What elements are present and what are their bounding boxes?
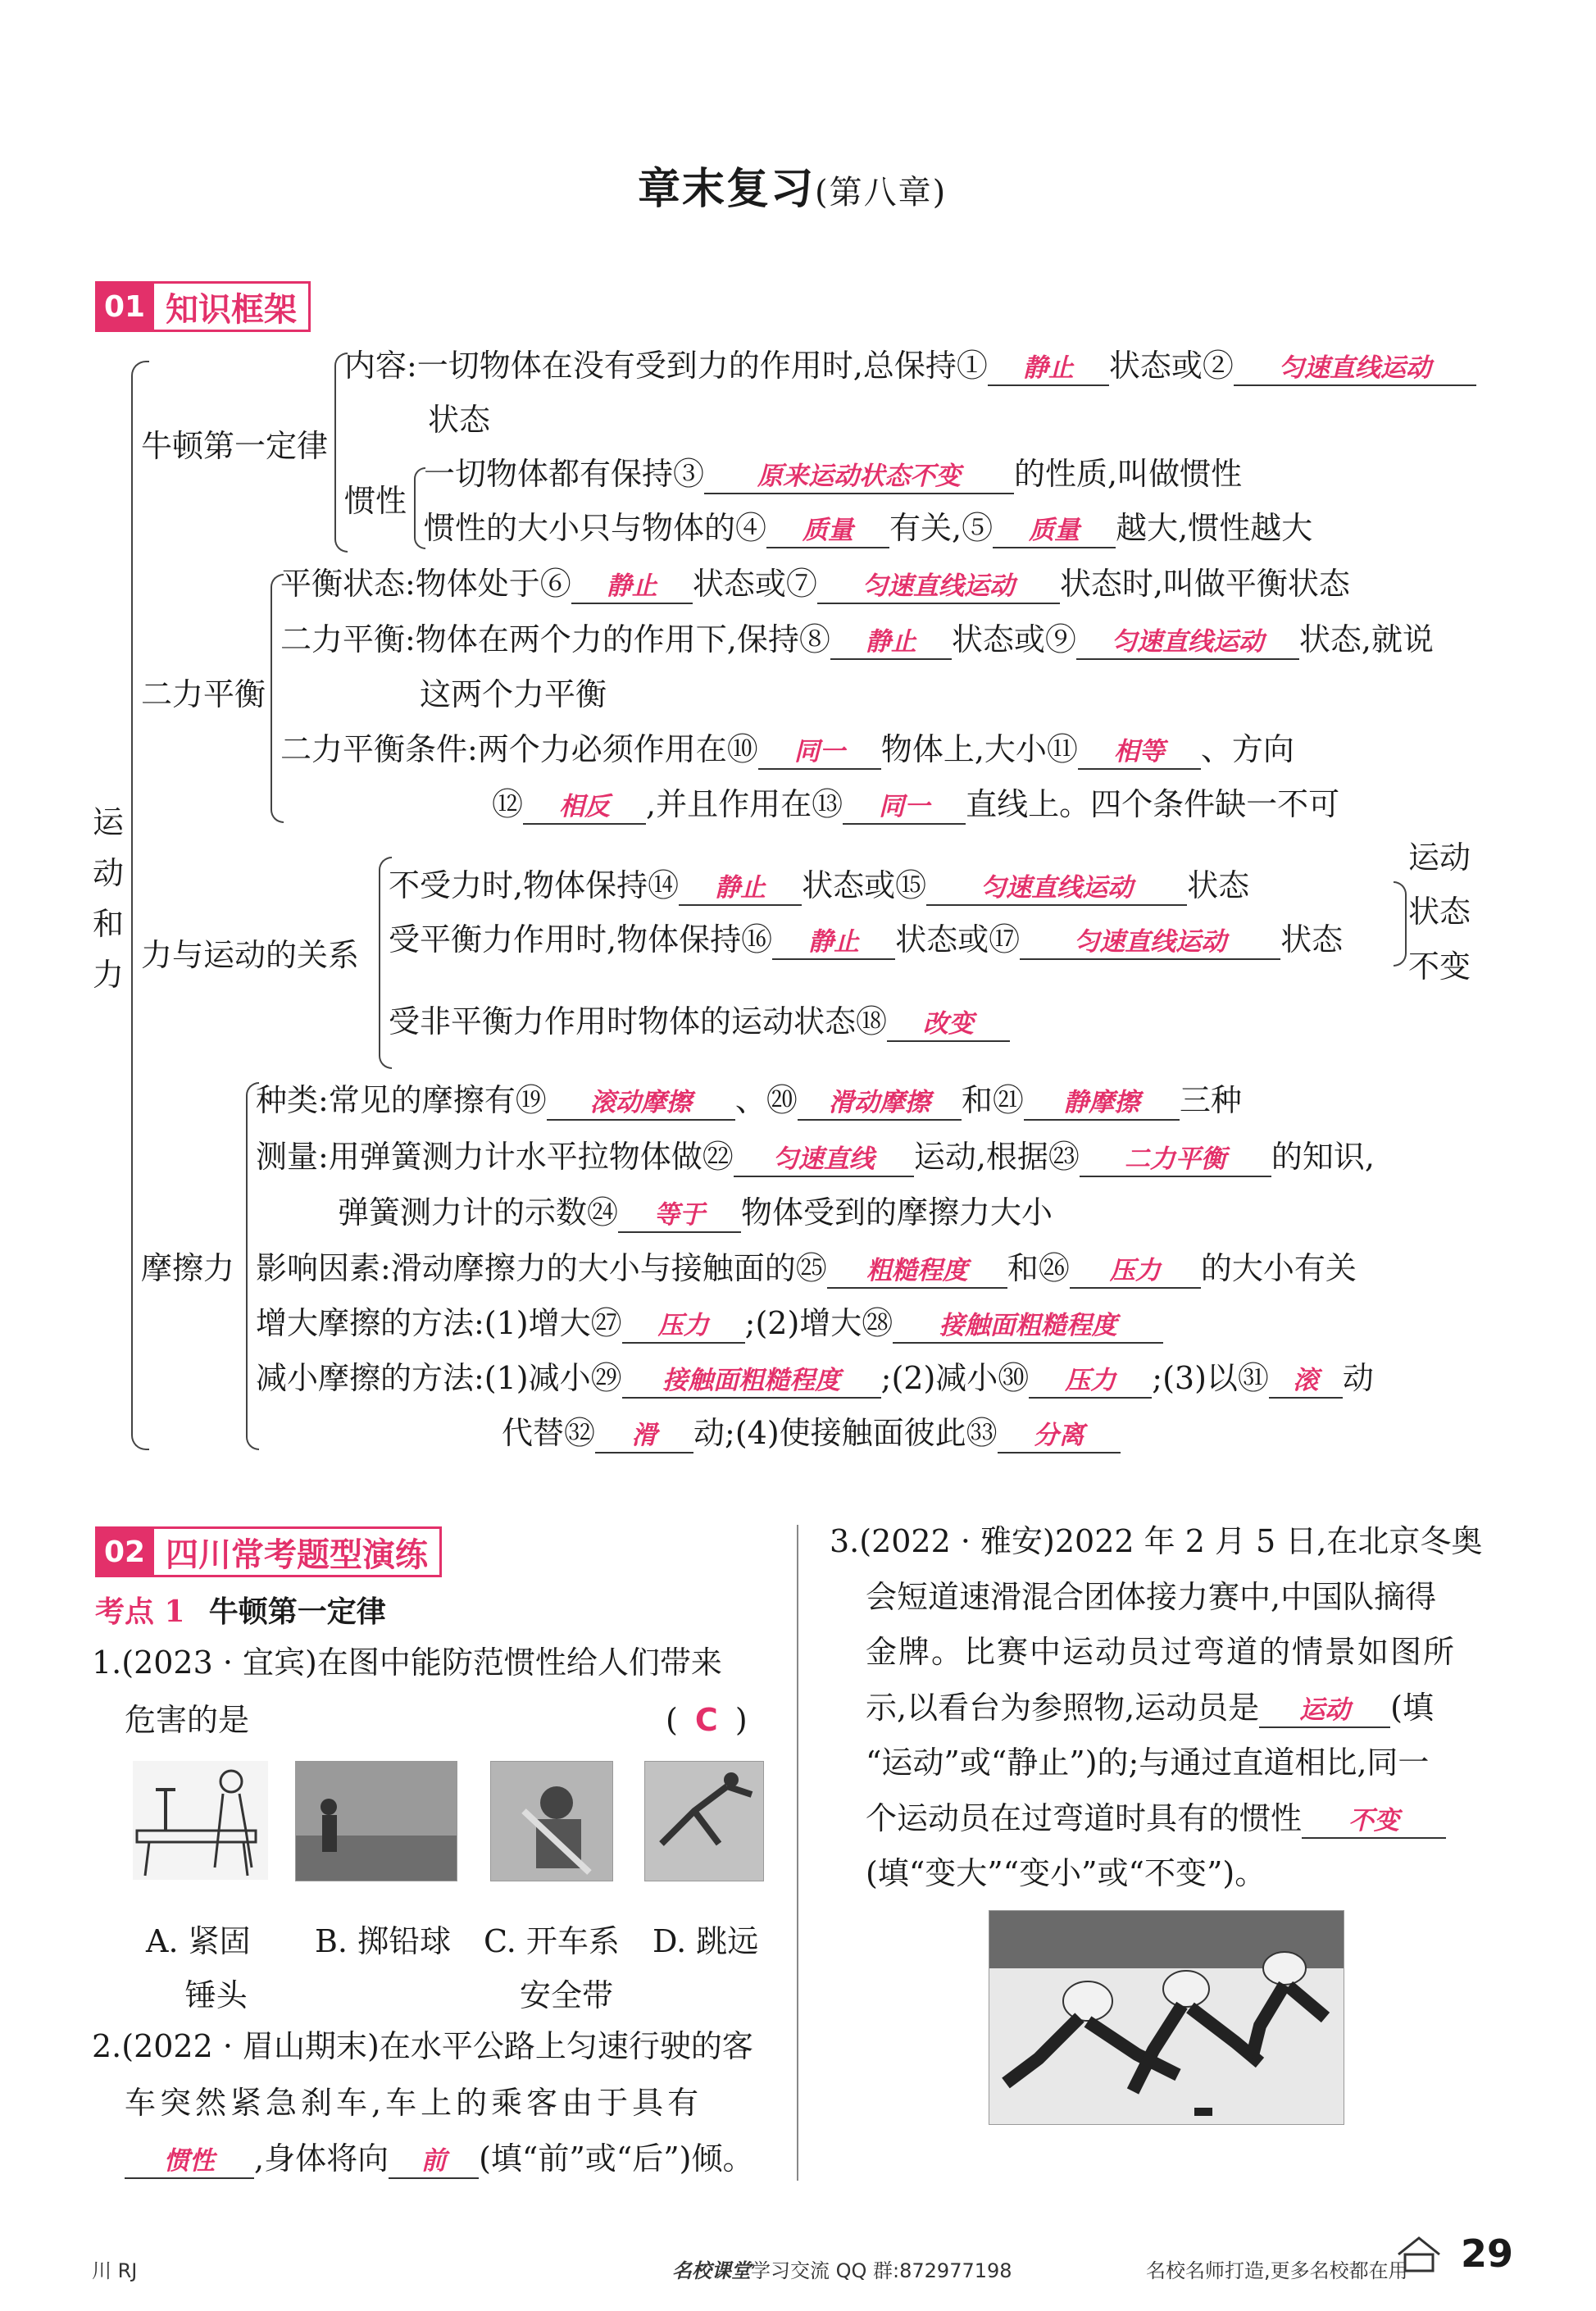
q3-line6: 个运动员在过弯道时具有的惯性 不变 (866, 1800, 1446, 1839)
friction-line1: 种类:常见的摩擦有⑲ 滚动摩擦 、⑳ 滑动摩擦 和㉑ 静摩擦 三种 (256, 1082, 1242, 1121)
force-motion-line3: 受非平衡力作用时物体的运动状态⑱ 改变 (389, 1003, 1010, 1042)
inertia-label: 惯性 (344, 483, 407, 519)
root-brace (131, 361, 149, 1450)
branch-label-friction: 摩擦力 (141, 1250, 235, 1286)
q3-line2: 会短道速滑混合团体接力赛中,中国队摘得 (866, 1579, 1437, 1615)
branch-label-newton: 牛顿第一定律 (141, 428, 329, 464)
root-label: 运动和力 (92, 804, 124, 993)
branch-label-balance: 二力平衡 (141, 676, 266, 712)
option-a-image (133, 1761, 268, 1880)
side-label-2: 状态 (1408, 894, 1471, 930)
newton-content-line2: 状态 (428, 402, 491, 438)
section-number: 01 (95, 281, 154, 332)
balance-line3: 这两个力平衡 (420, 676, 607, 712)
section-name: 知识框架 (154, 281, 311, 332)
q3-line5: “运动”或“静止”)的;与通过直道相比,同一 (866, 1745, 1430, 1781)
friction-line3: 弹簧测力计的示数㉔ 等于 物体受到的摩擦力大小 (338, 1194, 1053, 1233)
option-a-label: A. 紧固 锤头 (146, 1923, 251, 2013)
section-number: 02 (95, 1526, 154, 1577)
q2-line1: 2.(2022 · 眉山期末)在水平公路上匀速行驶的客 (92, 2028, 753, 2064)
force-motion-line1: 不受力时,物体保持⑭ 静止 状态或⑮ 匀速直线运动 状态 (389, 867, 1249, 906)
q3-line7: (填“变大”“变小”或“不变”)。 (866, 1855, 1266, 1891)
page-title: 章末复习(第八章) (638, 164, 948, 214)
option-c-label: C. 开车系 安全带 (484, 1923, 620, 2013)
option-d-image (644, 1761, 764, 1881)
balance-line5: ⑫ 相反 ,并且作用在⑬ 同一 直线上。四个条件缺一不可 (492, 786, 1339, 825)
page-number: 29 (1461, 2231, 1514, 2276)
section-tag-practice (95, 1526, 442, 1577)
q1-line2: 危害的是 (125, 1702, 250, 1738)
kaodian-header: 考点 1 牛顿第一定律 (95, 1594, 386, 1629)
balance-brace (271, 574, 284, 823)
friction-line5: 增大摩擦的方法:(1)增大㉗ 压力 ;(2)增大㉘ 接触面粗糙程度 (256, 1305, 1163, 1344)
column-divider (797, 1525, 798, 2181)
speed-skating-image (989, 1910, 1344, 2125)
section-tag-knowledge (95, 281, 311, 332)
option-b-image (295, 1761, 457, 1881)
friction-line7: 代替㉜ 滑 动;(4)使接触面彼此㉝ 分离 (502, 1415, 1121, 1453)
friction-line2: 测量:用弹簧测力计水平拉物体做㉒ 匀速直线 运动,根据㉓ 二力平衡 的知识, (256, 1139, 1375, 1177)
friction-line4: 影响因素:滑动摩擦力的大小与接触面的㉕ 粗糙程度 和㉖ 压力 的大小有关 (256, 1250, 1357, 1289)
footer-edition: 川 RJ (92, 2259, 138, 2282)
inertia-line2: 惯性的大小只与物体的④ 质量 有关,⑤ 质量 越大,惯性越大 (424, 510, 1312, 548)
balance-line2: 二力平衡:物体在两个力的作用下,保持⑧ 静止 状态或⑨ 匀速直线运动 状态,就说 (280, 621, 1434, 660)
inertia-line1: 一切物体都有保持③ 原来运动状态不变 的性质,叫做惯性 (424, 456, 1242, 494)
q3-line4: 示,以看台为参照物,运动员是 运动 (填 (866, 1690, 1434, 1728)
branch-label-force-motion: 力与运动的关系 (141, 937, 360, 973)
balance-line1: 平衡状态:物体处于⑥ 静止 状态或⑦ 匀速直线运动 状态时,叫做平衡状态 (280, 566, 1350, 604)
newton-content-line1: 内容:一切物体在没有受到力的作用时,总保持① 静止 状态或② 匀速直线运动 (344, 348, 1476, 386)
house-logo-icon (1394, 2235, 1444, 2276)
q3-line3: 金牌。比赛中运动员过弯道的情景如图所 (866, 1634, 1457, 1670)
q2-line2: 车突然紧急刹车,车上的乘客由于具有 (125, 2085, 703, 2121)
footer-slogan: 名校名师打造,更多名校都在用 (1146, 2259, 1408, 2282)
q1-answer: ( C ) (666, 1702, 748, 1738)
q3-line1: 3.(2022 · 雅安)2022 年 2 月 5 日,在北京冬奥 (830, 1523, 1483, 1559)
q2-line3: 惯性 ,身体将向 前 (填“前”或“后”)倾。 (125, 2140, 753, 2179)
option-d-label: D. 跳远 (652, 1923, 759, 1959)
footer-brand: 名校课堂学习交流 QQ 群:872977198 (672, 2259, 1012, 2282)
side-label-3: 不变 (1408, 949, 1471, 985)
section-name: 四川常考题型演练 (154, 1526, 442, 1577)
q1-line1: 1.(2023 · 宜宾)在图中能防范惯性给人们带来 (92, 1645, 722, 1681)
force-motion-line2: 受平衡力作用时,物体保持⑯ 静止 状态或⑰ 匀速直线运动 状态 (389, 921, 1343, 960)
friction-line6: 减小摩擦的方法:(1)减小㉙ 接触面粗糙程度 ;(2)减小㉚ 压力 ;(3)以㉛ 滚 动 (256, 1360, 1374, 1399)
option-c-image (490, 1761, 613, 1881)
side-label-1: 运动 (1408, 839, 1471, 876)
unchanged-brace (1394, 881, 1407, 967)
option-b-label: B. 掷铅球 (315, 1923, 452, 1959)
balance-line4: 二力平衡条件:两个力必须作用在⑩ 同一 物体上,大小⑪ 相等 、方向 (280, 731, 1294, 770)
